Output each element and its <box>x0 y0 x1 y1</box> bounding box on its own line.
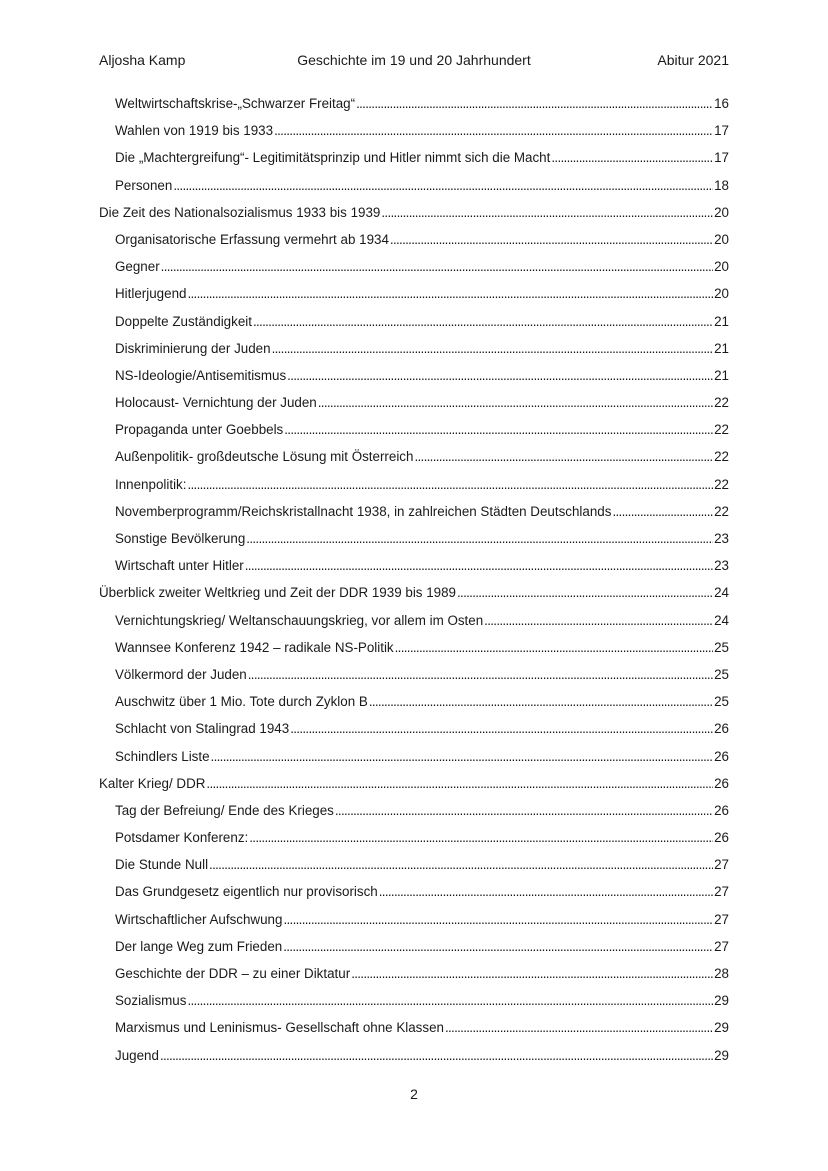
toc-leader-dots <box>284 422 713 437</box>
toc-section-entry[interactable] <box>99 232 729 259</box>
toc-entry-page: 23 <box>714 558 729 574</box>
toc-entry-page: 27 <box>714 938 729 954</box>
toc-entry-page: 22 <box>714 422 729 438</box>
header-title: Geschichte im 19 und 20 Jahrhundert <box>297 52 531 68</box>
toc-section-entry[interactable] <box>99 422 729 449</box>
toc-entry-page: 21 <box>714 340 729 356</box>
toc-section-entry[interactable] <box>99 314 729 341</box>
toc-section-entry[interactable] <box>99 613 729 640</box>
toc-entry-page: 22 <box>714 449 729 465</box>
toc-entry-page: 22 <box>714 503 729 519</box>
toc-leader-dots <box>209 857 713 872</box>
toc-section-entry[interactable] <box>99 477 729 504</box>
toc-leader-dots <box>287 368 713 383</box>
toc-entry-page: 20 <box>714 286 729 302</box>
toc-section-entry[interactable] <box>99 1048 729 1075</box>
toc-entry-label: Innenpolitik: <box>115 476 187 492</box>
page-header <box>99 50 729 70</box>
toc-leader-dots <box>318 395 713 410</box>
toc-leader-dots <box>381 205 713 220</box>
toc-entry-label: Gegner <box>115 259 160 275</box>
toc-entry-page: 26 <box>714 802 729 818</box>
header-author: Aljosha Kamp <box>99 52 186 68</box>
toc-section-entry[interactable] <box>99 96 729 123</box>
toc-entry-page: 27 <box>714 911 729 927</box>
toc-entry-page: 16 <box>714 96 729 111</box>
toc-entry-page: 25 <box>714 639 729 655</box>
toc-entry-page: 24 <box>714 612 729 628</box>
toc-entry-label: Tag der Befreiung/ Ende des Krieges <box>115 802 334 818</box>
toc-entry-label: Außenpolitik- großdeutsche Lösung mit Österreich <box>115 449 414 465</box>
toc-entry-label: Personen <box>115 177 173 193</box>
toc-entry-page: 23 <box>714 531 729 546</box>
toc-section-entry[interactable] <box>99 939 729 966</box>
toc-entry-label: Jugend <box>115 1047 159 1063</box>
toc-leader-dots <box>390 232 713 247</box>
toc-leader-dots <box>274 123 713 138</box>
toc-entry-label: Der lange Weg zum Frieden <box>115 938 283 954</box>
toc-entry-page: 17 <box>714 123 729 139</box>
toc-entry-label: Diskriminierung der Juden <box>115 340 271 356</box>
toc-entry-page: 20 <box>714 204 729 220</box>
toc-entry-label: Die Stunde Null <box>115 857 209 873</box>
toc-entry-page: 25 <box>714 694 729 710</box>
toc-entry-page: 17 <box>714 150 729 166</box>
toc-entry-label: Das Grundgesetz eigentlich nur provisorisch <box>115 884 378 900</box>
toc-entry-label: Wannsee Konferenz 1942 – radikale NS-Politik <box>115 639 394 655</box>
toc-section-entry[interactable] <box>99 1020 729 1047</box>
toc-entry-page: 22 <box>714 395 729 411</box>
toc-leader-dots <box>351 966 713 981</box>
toc-leader-dots <box>272 341 714 356</box>
toc-entry-label: Wirtschaftlicher Aufschwung <box>115 911 283 927</box>
toc-entry-label: Völkermord der Juden <box>115 666 247 682</box>
toc-chapter-entry[interactable] <box>99 776 729 803</box>
toc-entry-label: Die Zeit des Nationalsozialismus 1933 bis 1939 <box>99 204 381 220</box>
toc-leader-dots <box>395 640 713 655</box>
page-number: 2 <box>410 1086 418 1102</box>
toc-leader-dots <box>379 884 713 899</box>
toc-leader-dots <box>249 830 713 845</box>
toc-section-entry[interactable] <box>99 694 729 721</box>
toc-leader-dots <box>290 721 713 736</box>
toc-leader-dots <box>246 531 713 546</box>
toc-section-entry[interactable] <box>99 667 729 694</box>
toc-leader-dots <box>356 96 713 111</box>
toc-entry-label: Organisatorische Erfassung vermehrt ab 1934 <box>115 231 389 247</box>
toc-leader-dots <box>187 477 713 492</box>
toc-leader-dots <box>160 1048 713 1063</box>
toc-leader-dots <box>248 667 713 682</box>
toc-section-entry[interactable] <box>99 966 729 993</box>
toc-entry-label: Wirtschaft unter Hitler <box>115 558 244 574</box>
toc-entry-label: Schindlers Liste <box>115 748 210 764</box>
toc-section-entry[interactable] <box>99 504 729 531</box>
toc-leader-dots <box>253 314 713 329</box>
toc-section-entry[interactable] <box>99 912 729 939</box>
toc-leader-dots <box>457 585 713 600</box>
toc-entry-label: Holocaust- Vernichtung der Juden <box>115 395 317 411</box>
toc-entry-label: Schlacht von Stalingrad 1943 <box>115 721 290 737</box>
toc-entry-label: Wahlen von 1919 bis 1933 <box>115 123 274 139</box>
toc-entry-page: 20 <box>714 231 729 247</box>
toc-entry-label: Vernichtungskrieg/ Weltanschauungskrieg, vor allem im Osten <box>115 612 484 628</box>
toc-leader-dots <box>161 259 713 274</box>
toc-entry-label: Auschwitz über 1 Mio. Tote durch Zyklon B <box>115 694 368 710</box>
toc-entry-page: 29 <box>714 1020 729 1036</box>
toc-section-entry[interactable] <box>99 640 729 667</box>
toc-section-entry[interactable] <box>99 993 729 1020</box>
toc-entry-label: Doppelte Zuständigkeit <box>115 313 252 329</box>
toc-entry-label: Sozialismus <box>115 993 187 1009</box>
toc-leader-dots <box>283 912 713 927</box>
toc-leader-dots <box>245 558 713 573</box>
toc-entry-label: Überblick zweiter Weltkrieg und Zeit der DDR 1939 bis 1989 <box>99 585 456 601</box>
toc-leader-dots <box>187 286 713 301</box>
toc-entry-page: 20 <box>714 259 729 275</box>
toc-entry-page: 21 <box>714 313 729 329</box>
toc-section-entry[interactable] <box>99 368 729 395</box>
toc-entry-label: Potsdamer Konferenz: <box>115 830 249 846</box>
toc-entry-page: 26 <box>714 721 729 737</box>
toc-entry-page: 27 <box>714 857 729 873</box>
toc-section-entry[interactable] <box>99 178 729 205</box>
toc-leader-dots <box>173 178 713 193</box>
toc-section-entry[interactable] <box>99 749 729 776</box>
toc-entry-page: 28 <box>714 966 729 981</box>
toc-section-entry[interactable] <box>99 721 729 748</box>
toc-chapter-entry[interactable] <box>99 585 729 612</box>
toc-entry-page: 29 <box>714 1047 729 1063</box>
toc-leader-dots <box>484 613 713 628</box>
toc-leader-dots <box>369 694 713 709</box>
toc-entry-page: 26 <box>714 830 729 846</box>
toc-entry-label: Kalter Krieg/ DDR <box>99 775 206 791</box>
toc-chapter-entry[interactable] <box>99 205 729 232</box>
toc-entry-page: 22 <box>714 476 729 492</box>
toc-entry-page: 21 <box>714 367 729 383</box>
toc-leader-dots <box>187 993 713 1008</box>
header-exam: Abitur 2021 <box>657 52 729 68</box>
toc-entry-page: 24 <box>714 585 729 601</box>
table-of-contents <box>99 96 729 1075</box>
toc-entry-page: 26 <box>714 775 729 791</box>
toc-leader-dots <box>551 150 713 165</box>
toc-section-entry[interactable] <box>99 286 729 313</box>
toc-section-entry[interactable] <box>99 803 729 830</box>
toc-leader-dots <box>211 749 714 764</box>
toc-section-entry[interactable] <box>99 857 729 884</box>
toc-entry-label: Geschichte der DDR – zu einer Diktatur <box>115 966 351 981</box>
toc-section-entry[interactable] <box>99 830 729 857</box>
toc-section-entry[interactable] <box>99 150 729 177</box>
toc-entry-label: Propaganda unter Goebbels <box>115 422 284 438</box>
toc-section-entry[interactable] <box>99 531 729 558</box>
toc-entry-page: 26 <box>714 748 729 764</box>
toc-entry-page: 25 <box>714 666 729 682</box>
toc-entry-label: NS-Ideologie/Antisemitismus <box>115 367 287 383</box>
toc-entry-label: Die „Machtergreifung“- Legitimitätsprinzip und Hitler nimmt sich die Macht <box>115 150 551 166</box>
toc-leader-dots <box>206 776 713 791</box>
toc-section-entry[interactable] <box>99 449 729 476</box>
toc-section-entry[interactable] <box>99 884 729 911</box>
toc-section-entry[interactable] <box>99 341 729 368</box>
toc-entry-page: 27 <box>714 884 729 900</box>
toc-entry-label: Hitlerjugend <box>115 286 187 302</box>
toc-entry-label: Weltwirtschaftskrise-„Schwarzer Freitag“ <box>115 96 356 111</box>
toc-leader-dots <box>414 449 713 464</box>
toc-section-entry[interactable] <box>99 123 729 150</box>
toc-section-entry[interactable] <box>99 558 729 585</box>
toc-section-entry[interactable] <box>99 395 729 422</box>
toc-entry-label: Marxismus und Leninismus- Gesellschaft ohne Klassen <box>115 1020 444 1036</box>
toc-leader-dots <box>283 939 713 954</box>
toc-section-entry[interactable] <box>99 259 729 286</box>
toc-entry-label: Sonstige Bevölkerung <box>115 531 246 546</box>
toc-entry-page: 18 <box>714 177 729 193</box>
toc-entry-page: 29 <box>714 993 729 1009</box>
toc-leader-dots <box>335 803 713 818</box>
toc-entry-label: Novemberprogramm/Reichskristallnacht 1938, in zahlreichen Städten Deutschlands <box>115 503 612 519</box>
toc-leader-dots <box>612 504 713 519</box>
toc-leader-dots <box>445 1020 713 1035</box>
